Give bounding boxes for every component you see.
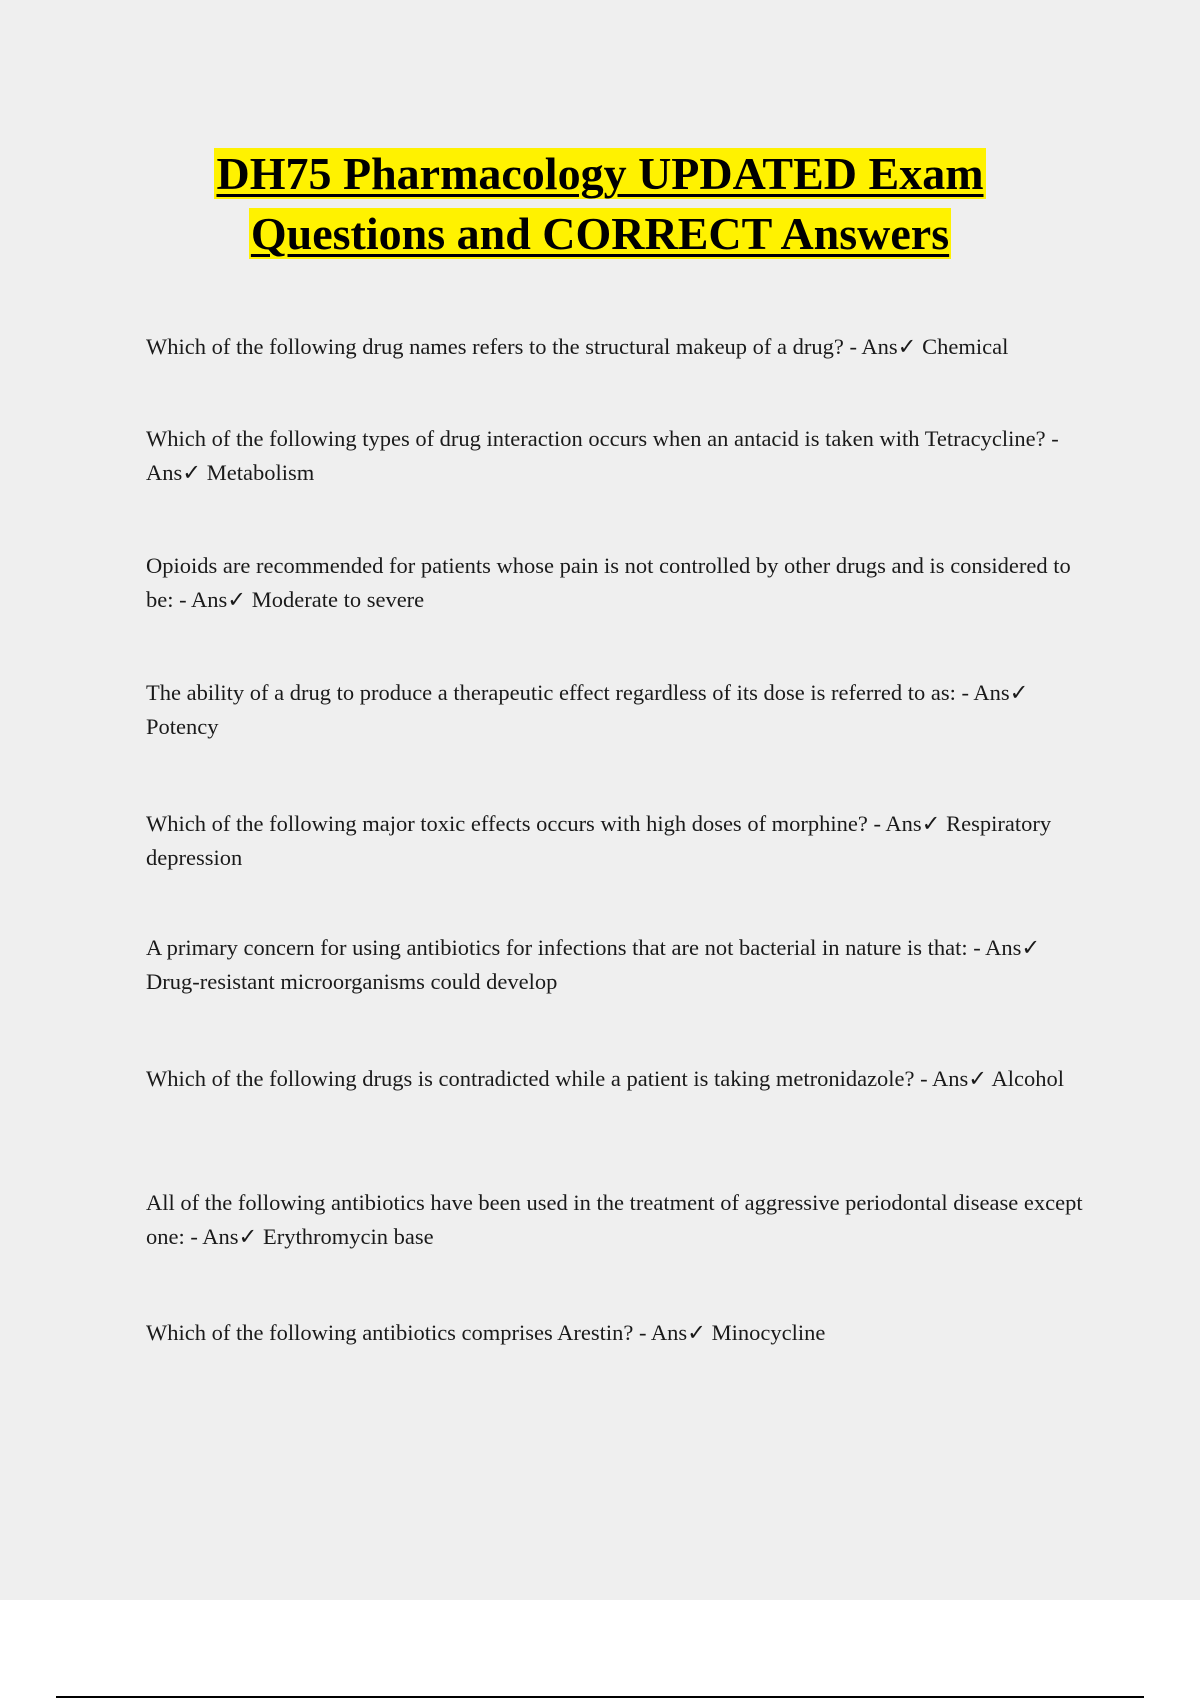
qa-item-8: [146, 1186, 1086, 1254]
question-text: All of the following antibiotics have been used in the treatment of aggressive periodontal disease except one:: [146, 1190, 1083, 1249]
qa-item-9: [146, 1316, 1086, 1350]
title-line-1: DH75 Pharmacology UPDATED Exam: [216, 148, 984, 199]
qa-item-6: [146, 931, 1086, 999]
answer-separator: - Ans✓: [184, 1224, 263, 1249]
qa-item-1: [146, 330, 1086, 364]
question-text: The ability of a drug to produce a therapeutic effect regardless of its dose is referred to as:: [146, 680, 956, 705]
answer-separator: - Ans✓: [173, 587, 252, 612]
answer-text: Chemical: [922, 334, 1009, 359]
qa-item-7: [146, 1062, 1086, 1096]
answer-separator: - Ans✓: [867, 811, 947, 836]
document-title: [0, 144, 1200, 264]
qa-item-2: [146, 422, 1086, 490]
answer-separator: - Ans✓: [914, 1066, 992, 1091]
qa-item-5: [146, 807, 1086, 875]
answer-text: Erythromycin base: [262, 1224, 434, 1249]
answer-text: Alcohol: [991, 1066, 1065, 1091]
question-text: A primary concern for using antibiotics for infections that are not bacterial in nature is that:: [146, 935, 968, 960]
answer-separator: - Ans✓: [146, 426, 1059, 485]
answer-separator: - Ans✓: [967, 935, 1041, 960]
qa-item-3: [146, 549, 1086, 617]
question-text: Which of the following major toxic effects occurs with high doses of morphine?: [146, 811, 868, 836]
answer-text: Drug-resistant microorganisms could develop: [146, 969, 558, 994]
answer-text: Moderate to severe: [251, 587, 425, 612]
title-line-2: Questions and CORRECT Answers: [250, 208, 950, 259]
question-text: Which of the following drug names refers to the structural makeup of a drug?: [146, 334, 844, 359]
question-text: Which of the following drugs is contradicted while a patient is taking metronidazole?: [146, 1066, 915, 1091]
answer-separator: - Ans✓: [955, 680, 1029, 705]
question-text: Opioids are recommended for patients whose pain is not controlled by other drugs and is considered to be:: [146, 553, 1071, 612]
question-text: Which of the following types of drug interaction occurs when an antacid is taken with Tetracycline?: [146, 426, 1046, 451]
answer-text: Metabolism: [206, 460, 315, 485]
question-text: Which of the following antibiotics comprises Arestin?: [146, 1320, 634, 1345]
qa-item-4: [146, 676, 1086, 744]
page-bottom-divider: [56, 1696, 1144, 1698]
answer-text: Respiratory depression: [146, 811, 1052, 870]
answer-separator: - Ans✓: [633, 1320, 712, 1345]
answer-text: Potency: [146, 714, 219, 739]
answer-separator: - Ans✓: [843, 334, 923, 359]
answer-text: Minocycline: [711, 1320, 826, 1345]
